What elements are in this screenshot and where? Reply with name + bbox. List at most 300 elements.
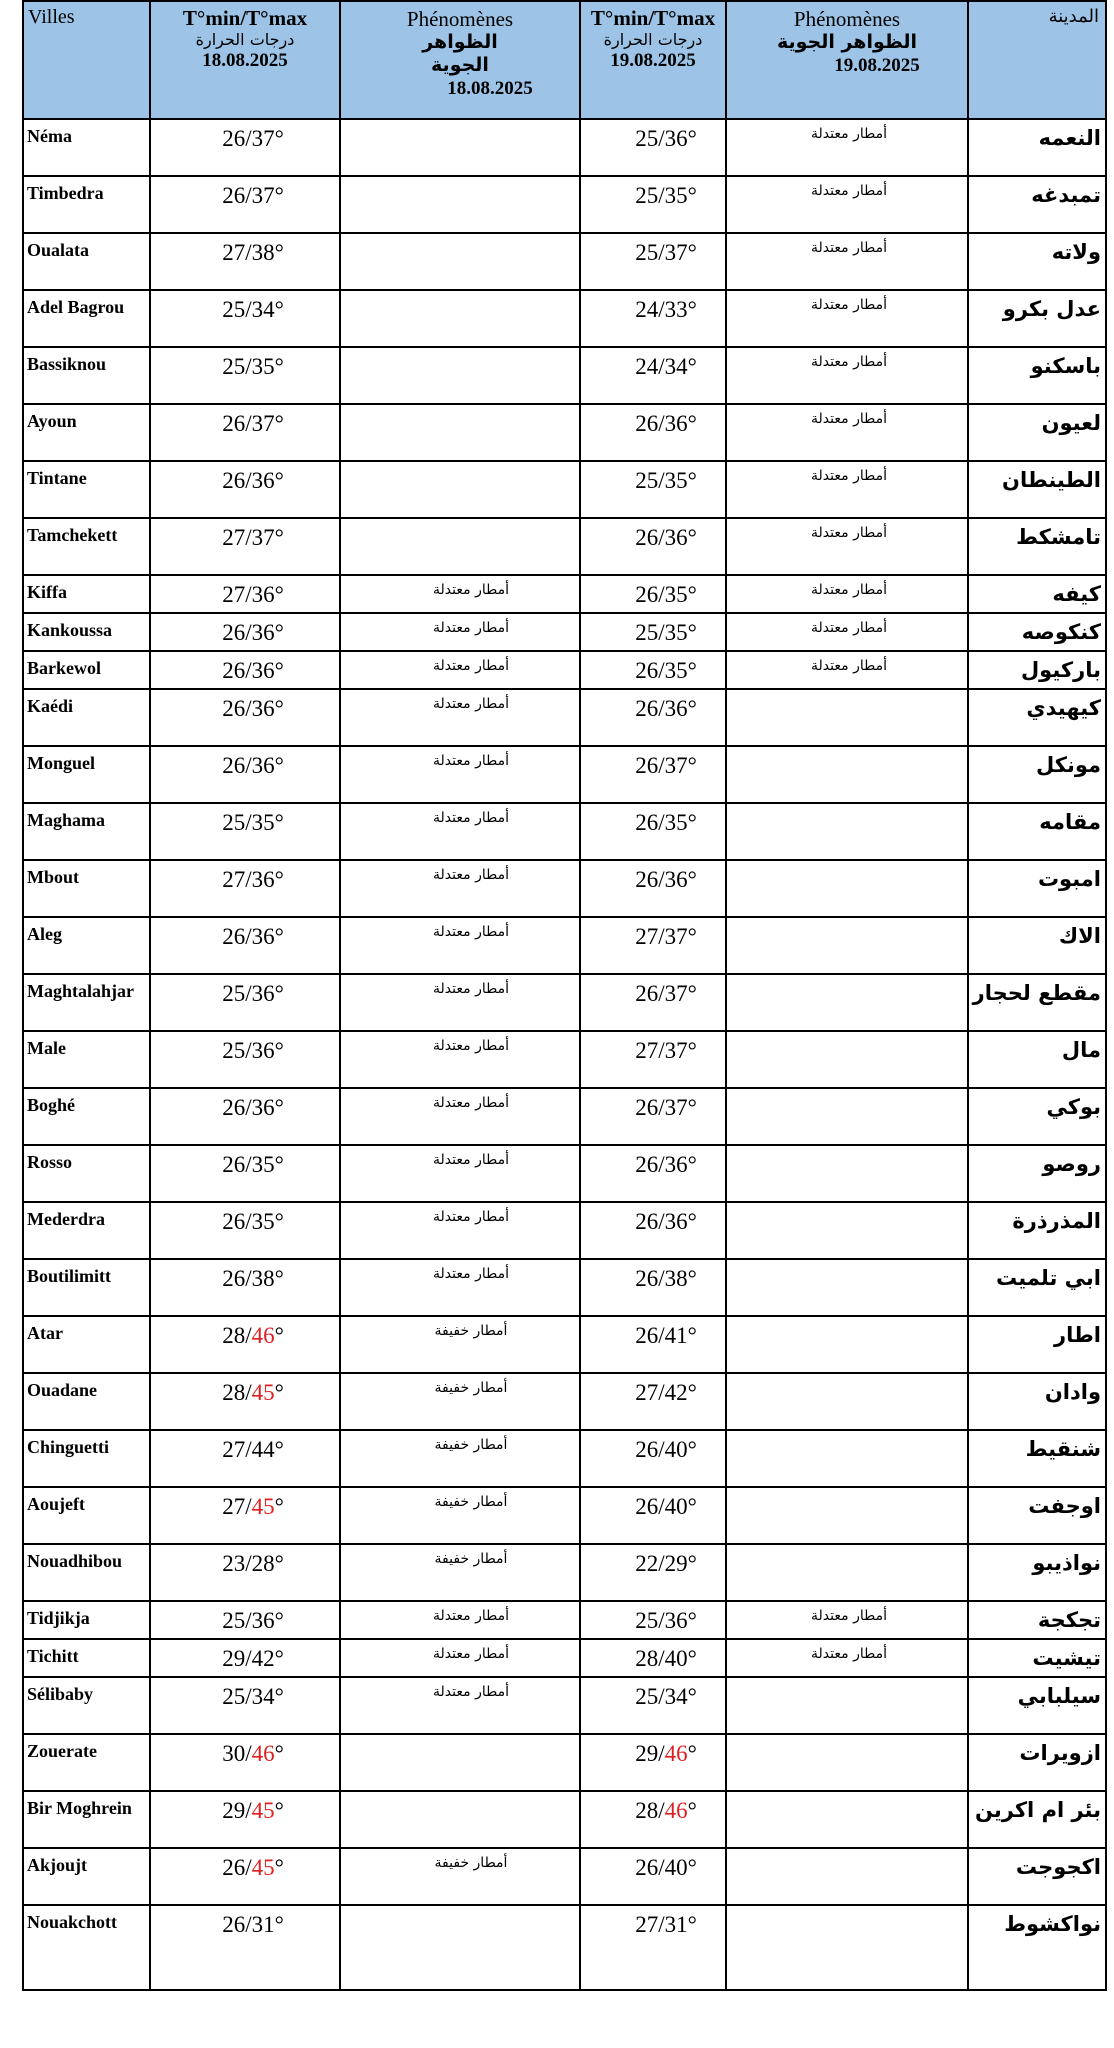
temp-day1 (150, 347, 340, 404)
temp-max-value: 35 (664, 810, 688, 835)
city-name-ar: ابي تلميت (968, 1259, 1106, 1316)
temp-separator: / (658, 582, 665, 607)
header-villes: Villes (23, 1, 150, 119)
temp-day2 (580, 1202, 726, 1259)
table-row (23, 974, 1106, 1031)
degree-symbol: ° (687, 924, 697, 949)
city-name-ar: بئر ام اكرين (968, 1791, 1106, 1848)
temp-min-value: 25 (222, 354, 246, 379)
temp-separator: / (245, 810, 252, 835)
temp-max-value: 29 (664, 1551, 688, 1576)
temp-separator: / (658, 1741, 665, 1766)
temp-day2 (580, 651, 726, 689)
city-name-ar: كيفه (968, 575, 1106, 613)
phenomenon-day1 (340, 176, 580, 233)
table-row (23, 746, 1106, 803)
temp-separator: / (245, 1855, 252, 1880)
degree-symbol: ° (274, 1494, 284, 1519)
temp-day2 (580, 1373, 726, 1430)
degree-symbol: ° (687, 1608, 697, 1633)
temp-separator: / (658, 1095, 665, 1120)
temp-separator: / (245, 1551, 252, 1576)
temp-max-value: 40 (664, 1494, 688, 1519)
temp-min-value: 26 (635, 582, 659, 607)
phenomenon-day1 (340, 1734, 580, 1791)
city-name: Boghé (23, 1088, 150, 1145)
temp-day1 (150, 404, 340, 461)
header-temp-title: T°min/T°max (182, 6, 308, 30)
temp-separator: / (245, 620, 252, 645)
city-name: Nouadhibou (23, 1544, 150, 1601)
temp-day1 (150, 233, 340, 290)
temp-min-value: 27 (222, 240, 246, 265)
degree-symbol: ° (274, 1152, 284, 1177)
temp-separator: / (245, 867, 252, 892)
phenomenon-day2 (726, 1848, 968, 1905)
temp-max-value: 35 (251, 810, 275, 835)
temp-max-value: 36 (664, 696, 688, 721)
temp-day2 (580, 1677, 726, 1734)
temp-min-value: 28 (635, 1798, 659, 1823)
header-temp-ar: درجات الحرارة (603, 30, 703, 49)
header-phen-ar-full: الظواهر الجوية (776, 31, 918, 53)
table-row (23, 1088, 1106, 1145)
temp-day1 (150, 974, 340, 1031)
phenomenon-day2 (726, 1373, 968, 1430)
temp-max-value: 36 (664, 1152, 688, 1177)
temp-max-value: 33 (664, 297, 688, 322)
city-name: Boutilimitt (23, 1259, 150, 1316)
header-temp-ar: درجات الحرارة (195, 30, 295, 49)
city-name-ar: مال (968, 1031, 1106, 1088)
temp-separator: / (245, 1494, 252, 1519)
degree-symbol: ° (687, 1380, 697, 1405)
temp-min-value: 28 (635, 1646, 659, 1671)
phenomenon-day2 (726, 1088, 968, 1145)
temp-max-value: 37 (664, 1038, 688, 1063)
temp-separator: / (658, 1684, 665, 1709)
header-phen-day2 (726, 1, 968, 119)
city-name-ar: تيشيت (968, 1639, 1106, 1677)
temp-max-value: 31 (251, 1912, 275, 1937)
temp-max-value: 36 (664, 867, 688, 892)
phenomenon-day1: أمطار معتدلة (340, 917, 580, 974)
phenomenon-day2: أمطار معتدلة (726, 119, 968, 176)
city-name: Ouadane (23, 1373, 150, 1430)
temp-max-value: 41 (664, 1323, 688, 1348)
temp-day1 (150, 518, 340, 575)
phenomenon-day2 (726, 1202, 968, 1259)
table-row (23, 651, 1106, 689)
table-row (23, 1430, 1106, 1487)
degree-symbol: ° (274, 183, 284, 208)
degree-symbol: ° (687, 582, 697, 607)
table-row (23, 347, 1106, 404)
phenomenon-day2 (726, 746, 968, 803)
city-name-ar: مقطع لحجار (968, 974, 1106, 1031)
temp-separator: / (245, 1684, 252, 1709)
degree-symbol: ° (274, 753, 284, 778)
city-name: Kaédi (23, 689, 150, 746)
temp-min-value: 26 (222, 1855, 246, 1880)
city-name: Maghtalahjar (23, 974, 150, 1031)
temp-min-value: 27 (222, 1437, 246, 1462)
temp-separator: / (658, 1912, 665, 1937)
phenomenon-day2: أمطار معتدلة (726, 461, 968, 518)
temp-min-value: 29 (222, 1798, 246, 1823)
city-name: Akjoujt (23, 1848, 150, 1905)
degree-symbol: ° (687, 468, 697, 493)
temp-min-value: 26 (222, 658, 246, 683)
temp-max-value: 40 (664, 1646, 688, 1671)
temp-min-value: 28 (222, 1323, 246, 1348)
table-row (23, 233, 1106, 290)
table-row (23, 404, 1106, 461)
header-phen-title: Phénomènes (406, 7, 514, 31)
city-name: Monguel (23, 746, 150, 803)
header-phen-date-day2: 19.08.2025 (834, 55, 920, 76)
temp-max-value: 37 (664, 924, 688, 949)
temp-separator: / (245, 297, 252, 322)
degree-symbol: ° (274, 1551, 284, 1576)
header-phen-day1 (340, 1, 580, 119)
temp-separator: / (245, 468, 252, 493)
temp-max-value: 38 (251, 240, 275, 265)
degree-symbol: ° (274, 525, 284, 550)
degree-symbol: ° (274, 1798, 284, 1823)
temp-separator: / (658, 981, 665, 1006)
temp-separator: / (658, 297, 665, 322)
degree-symbol: ° (687, 620, 697, 645)
table-row (23, 1639, 1106, 1677)
degree-symbol: ° (687, 1551, 697, 1576)
phenomenon-day2 (726, 803, 968, 860)
table-body (23, 119, 1106, 1990)
temp-separator: / (658, 867, 665, 892)
temp-max-value: 35 (251, 354, 275, 379)
table-row (23, 461, 1106, 518)
temp-min-value: 26 (635, 753, 659, 778)
city-name: Atar (23, 1316, 150, 1373)
temp-min-value: 26 (222, 411, 246, 436)
temp-min-value: 25 (222, 981, 246, 1006)
temp-min-value: 26 (635, 1855, 659, 1880)
degree-symbol: ° (687, 1646, 697, 1671)
temp-separator: / (658, 1798, 665, 1823)
degree-symbol: ° (274, 582, 284, 607)
city-name-ar: شنقيط (968, 1430, 1106, 1487)
city-name: Ayoun (23, 404, 150, 461)
phenomenon-day1: أمطار خفيفة (340, 1316, 580, 1373)
temp-separator: / (658, 1323, 665, 1348)
table-row (23, 613, 1106, 651)
degree-symbol: ° (274, 1608, 284, 1633)
degree-symbol: ° (274, 620, 284, 645)
temp-separator: / (658, 1494, 665, 1519)
temp-separator: / (245, 753, 252, 778)
temp-separator: / (245, 126, 252, 151)
degree-symbol: ° (687, 1038, 697, 1063)
temp-separator: / (658, 620, 665, 645)
temp-day1 (150, 1373, 340, 1430)
temp-min-value: 26 (222, 126, 246, 151)
temp-separator: / (658, 1646, 665, 1671)
temp-day2 (580, 689, 726, 746)
temp-day2 (580, 1031, 726, 1088)
temp-separator: / (658, 126, 665, 151)
temp-min-value: 26 (222, 620, 246, 645)
phenomenon-day2 (726, 1145, 968, 1202)
table-row (23, 1145, 1106, 1202)
temp-max-value: 34 (251, 297, 275, 322)
temp-day1 (150, 119, 340, 176)
city-name-ar: نواذيبو (968, 1544, 1106, 1601)
city-name: Tidjikja (23, 1601, 150, 1639)
temp-min-value: 26 (635, 867, 659, 892)
city-name: Mbout (23, 860, 150, 917)
temp-day2 (580, 404, 726, 461)
temp-min-value: 25 (222, 1608, 246, 1633)
temp-separator: / (658, 525, 665, 550)
phenomenon-day1: أمطار خفيفة (340, 1544, 580, 1601)
city-name-ar: اطار (968, 1316, 1106, 1373)
temp-max-value: 36 (251, 468, 275, 493)
city-name: Male (23, 1031, 150, 1088)
temp-separator: / (658, 354, 665, 379)
temp-min-value: 26 (635, 1095, 659, 1120)
temp-day1 (150, 1791, 340, 1848)
phenomenon-day2: أمطار معتدلة (726, 290, 968, 347)
degree-symbol: ° (687, 1266, 697, 1291)
degree-symbol: ° (687, 1323, 697, 1348)
table-row (23, 1734, 1106, 1791)
phenomenon-day2 (726, 1031, 968, 1088)
city-name: Nouakchott (23, 1905, 150, 1990)
degree-symbol: ° (687, 1798, 697, 1823)
temp-max-value: 37 (251, 126, 275, 151)
city-name: Tamchekett (23, 518, 150, 575)
phenomenon-day1: أمطار خفيفة (340, 1373, 580, 1430)
temp-min-value: 26 (222, 1266, 246, 1291)
temp-separator: / (245, 1437, 252, 1462)
temp-day1 (150, 1145, 340, 1202)
degree-symbol: ° (687, 240, 697, 265)
city-name-ar: بوكي (968, 1088, 1106, 1145)
temp-day2 (580, 1259, 726, 1316)
phenomenon-day1 (340, 461, 580, 518)
degree-symbol: ° (274, 126, 284, 151)
temp-day1 (150, 461, 340, 518)
city-name-ar: نواكشوط (968, 1905, 1106, 1990)
temp-max-value: 45 (251, 1798, 275, 1823)
temp-day1 (150, 1677, 340, 1734)
temp-min-value: 25 (222, 810, 246, 835)
temp-separator: / (245, 658, 252, 683)
temp-day1 (150, 1487, 340, 1544)
phenomenon-day2 (726, 689, 968, 746)
phenomenon-day2: أمطار معتدلة (726, 404, 968, 461)
temp-day2 (580, 613, 726, 651)
phenomenon-day1 (340, 119, 580, 176)
city-name: Maghama (23, 803, 150, 860)
temp-day1 (150, 1905, 340, 1990)
phenomenon-day1: أمطار معتدلة (340, 860, 580, 917)
phenomenon-day1: أمطار خفيفة (340, 1848, 580, 1905)
temp-max-value: 36 (251, 1608, 275, 1633)
city-name-ar: سيلبابي (968, 1677, 1106, 1734)
degree-symbol: ° (687, 354, 697, 379)
degree-symbol: ° (274, 924, 284, 949)
temp-min-value: 25 (635, 1684, 659, 1709)
temp-min-value: 27 (635, 1038, 659, 1063)
table-row (23, 1848, 1106, 1905)
temp-min-value: 26 (635, 810, 659, 835)
city-name-ar: امبوت (968, 860, 1106, 917)
phenomenon-day2 (726, 1734, 968, 1791)
header-temp-day2 (580, 1, 726, 119)
temp-min-value: 25 (635, 468, 659, 493)
temp-day2 (580, 1145, 726, 1202)
phenomenon-day1 (340, 290, 580, 347)
phenomenon-day2 (726, 1677, 968, 1734)
degree-symbol: ° (274, 1095, 284, 1120)
degree-symbol: ° (274, 1380, 284, 1405)
city-name: Sélibaby (23, 1677, 150, 1734)
temp-min-value: 26 (635, 696, 659, 721)
temp-max-value: 35 (664, 658, 688, 683)
temp-min-value: 26 (222, 924, 246, 949)
city-name-ar: الطينطان (968, 461, 1106, 518)
phenomenon-day1 (340, 233, 580, 290)
temp-min-value: 27 (222, 1494, 246, 1519)
temp-day2 (580, 1734, 726, 1791)
header-date-day2: 19.08.2025 (610, 50, 696, 71)
temp-separator: / (658, 1380, 665, 1405)
temp-max-value: 36 (251, 1095, 275, 1120)
temp-separator: / (658, 1551, 665, 1576)
temp-max-value: 35 (664, 468, 688, 493)
phenomenon-day1 (340, 1905, 580, 1990)
degree-symbol: ° (274, 981, 284, 1006)
temp-separator: / (245, 1380, 252, 1405)
table-row (23, 1259, 1106, 1316)
temp-max-value: 45 (251, 1380, 275, 1405)
degree-symbol: ° (274, 1855, 284, 1880)
phenomenon-day1: أمطار معتدلة (340, 1031, 580, 1088)
temp-min-value: 25 (635, 183, 659, 208)
temp-min-value: 30 (222, 1741, 246, 1766)
temp-separator: / (658, 1855, 665, 1880)
header-phen-ar-line1: الظواهر (422, 31, 498, 53)
temp-min-value: 26 (635, 411, 659, 436)
temp-max-value: 37 (664, 240, 688, 265)
temp-day2 (580, 176, 726, 233)
table-row (23, 689, 1106, 746)
temp-separator: / (245, 582, 252, 607)
phenomenon-day2 (726, 1544, 968, 1601)
temp-day2 (580, 290, 726, 347)
temp-separator: / (245, 240, 252, 265)
city-name-ar: كيهيدي (968, 689, 1106, 746)
phenomenon-day2 (726, 1487, 968, 1544)
header-phen-ar-line2: الجوية (431, 54, 489, 76)
temp-max-value: 35 (664, 620, 688, 645)
degree-symbol: ° (274, 1912, 284, 1937)
city-name: Timbedra (23, 176, 150, 233)
phenomenon-day2: أمطار معتدلة (726, 1639, 968, 1677)
city-name: Rosso (23, 1145, 150, 1202)
table-row (23, 176, 1106, 233)
temp-min-value: 25 (222, 1038, 246, 1063)
city-name: Néma (23, 119, 150, 176)
temp-min-value: 26 (222, 468, 246, 493)
temp-min-value: 29 (635, 1741, 659, 1766)
phenomenon-day1: أمطار معتدلة (340, 1677, 580, 1734)
temp-min-value: 22 (635, 1551, 659, 1576)
header-temp-day1 (150, 1, 340, 119)
table-row (23, 1791, 1106, 1848)
degree-symbol: ° (274, 867, 284, 892)
city-name-ar: كنكوصه (968, 613, 1106, 651)
phenomenon-day1: أمطار معتدلة (340, 1639, 580, 1677)
temp-day1 (150, 689, 340, 746)
temp-separator: / (658, 696, 665, 721)
temp-max-value: 36 (664, 411, 688, 436)
temp-day1 (150, 1601, 340, 1639)
temp-min-value: 26 (222, 183, 246, 208)
degree-symbol: ° (687, 1095, 697, 1120)
temp-separator: / (245, 1798, 252, 1823)
city-name-ar: المذرذرة (968, 1202, 1106, 1259)
temp-min-value: 26 (635, 1437, 659, 1462)
temp-day1 (150, 575, 340, 613)
phenomenon-day1: أمطار معتدلة (340, 746, 580, 803)
header-phen-date-day1: 18.08.2025 (447, 78, 533, 99)
city-name-ar: عدل بكرو (968, 290, 1106, 347)
temp-separator: / (658, 468, 665, 493)
header-row (23, 1, 1106, 119)
table-row (23, 1202, 1106, 1259)
temp-max-value: 36 (251, 658, 275, 683)
temp-separator: / (658, 753, 665, 778)
table-row (23, 575, 1106, 613)
phenomenon-day1: أمطار خفيفة (340, 1487, 580, 1544)
temp-day1 (150, 1848, 340, 1905)
temp-day2 (580, 1088, 726, 1145)
city-name-ar: ولاته (968, 233, 1106, 290)
degree-symbol: ° (687, 1494, 697, 1519)
degree-symbol: ° (687, 126, 697, 151)
temp-separator: / (658, 411, 665, 436)
city-name: Oualata (23, 233, 150, 290)
temp-min-value: 26 (222, 1209, 246, 1234)
temp-day2 (580, 1544, 726, 1601)
temp-separator: / (245, 1038, 252, 1063)
temp-max-value: 28 (251, 1551, 275, 1576)
temp-separator: / (245, 354, 252, 379)
table-row (23, 1544, 1106, 1601)
temp-max-value: 38 (664, 1266, 688, 1291)
temp-separator: / (658, 658, 665, 683)
temp-max-value: 36 (251, 696, 275, 721)
degree-symbol: ° (687, 696, 697, 721)
temp-max-value: 35 (664, 582, 688, 607)
temp-separator: / (245, 1152, 252, 1177)
phenomenon-day1: أمطار معتدلة (340, 1202, 580, 1259)
temp-max-value: 36 (251, 981, 275, 1006)
city-name-ar: الاك (968, 917, 1106, 974)
degree-symbol: ° (687, 525, 697, 550)
